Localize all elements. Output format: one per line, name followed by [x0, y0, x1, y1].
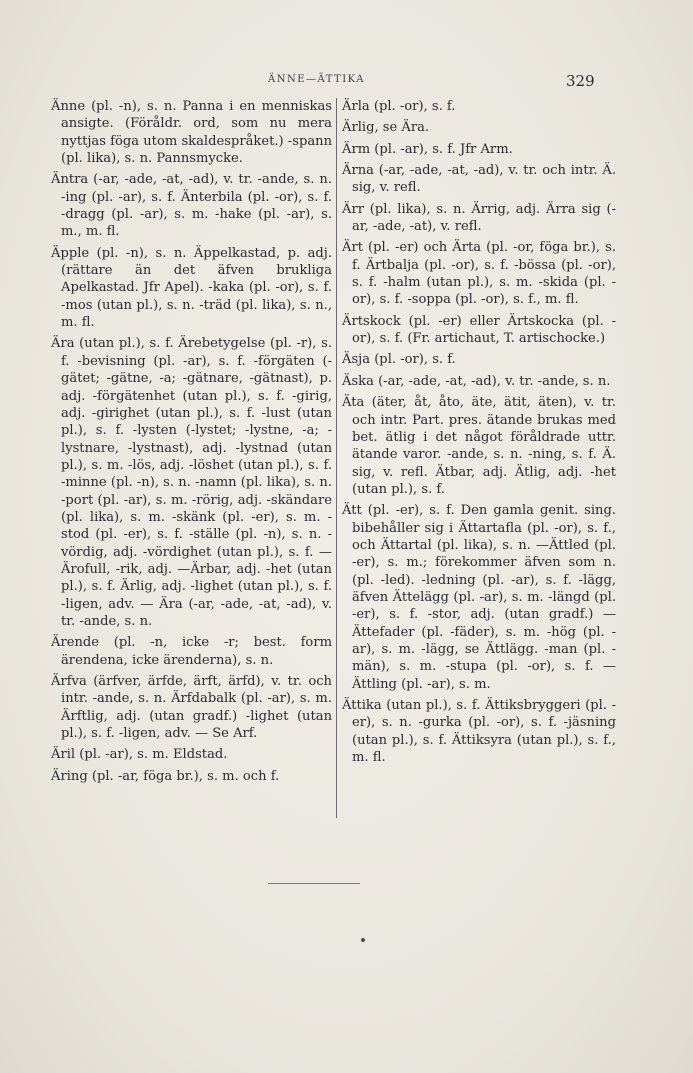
entry-asja: Äsja (pl. -or), s. f. — [342, 352, 456, 368]
paper-speck — [361, 938, 365, 942]
entry-art: Ärt (pl. -er) och Ärta (pl. -or, föga br.), s. f. Ärtbalja (pl. -or), s. f. -bössa (pl. -or), s. f. -halm (utan pl.), s. m. -skida (pl. -or), s. f. -soppa (pl. -or), s. f., m. fl. — [342, 240, 616, 308]
entry-arla: Ärla (pl. -or), s. f. — [342, 99, 456, 114]
entry-arende: Ärende (pl. -n, icke -r; best. form ärendena, icke ärenderna), s. n. — [51, 635, 332, 668]
entry-anne: Änne (pl. -n), s. n. Panna i en menniskas ansigte. (Föråldr. ord, som nu mera nyttjas föga utom skaldespråket.) -spann (pl. lika), s. n. Pannsmycke. — [51, 99, 332, 167]
entry-artskock: Ärtskock (pl. -er) eller Ärtskocka (pl. -or), s. f. (Fr. artichaut, T. artischocke.) — [342, 313, 616, 347]
running-head: ÄNNE—ÄTTIKA — [268, 74, 365, 85]
entry-arm: Ärm (pl. -ar), s. f. Jfr Arm. — [342, 141, 513, 157]
left-column — [51, 98, 332, 789]
entry-arfva: Ärfva (ärfver, ärfde, ärft, ärfd), v. tr. och intr. -ande, s. n. Ärfdabalk (pl. -ar), s. m. Ärftlig, adj. (utan gradf.) -lighet (utan pl.), s. f. -ligen, adv. — Se Arf. — [51, 674, 332, 742]
footer-rule — [268, 883, 360, 884]
entry-ara: Ära (utan pl.), s. f. Ärebetygelse (pl. -r), s. f. -bevisning (pl. -ar), s. f. -förgäten (-gätet; -gätne, -a; -gätnare, -gätnast), p. adj. -förgätenhet (utan pl.), s. f. -girig, adj. -girighet (utan pl.), s. f. -lust (utan pl.), s. f. -lysten (-lystet; -lystne, -a; -lystnare, -lystnast), adj. -lystnad (utan pl.), s. m. -lös, adj. -löshet (utan pl.), s. f. -minne (pl. -n), s. n. -namn (pl. lika), s. n. -port (pl. -ar), s. m. -rörig, adj. -skändare (pl. lika), s. m. -skänk (pl. -er), s. m. -stod (pl. -er), s. f. -ställe (pl. -n), s. n. -vördig, adj. -vördighet (utan pl.), s. f. —Ärofull, -rik, adj. —Ärbar, adj. -het (utan pl.), s. f. Ärlig, adj. -lighet (utan pl.), s. f. -ligen, adv. — Ära (-ar, -ade, -at, -ad), v. tr. -ande, s. n. — [51, 336, 332, 629]
entry-antra: Äntra (-ar, -ade, -at, -ad), v. tr. -ande, s. n. -ing (pl. -ar), s. f. Änterbila (pl. -or), s. f. -dragg (pl. -ar), s. m. -hake (pl. -ar), s. m., m. fl. — [51, 172, 332, 240]
entry-aska: Äska (-ar, -ade, -at, -ad), v. tr. -ande, s. n. — [342, 373, 611, 389]
entry-arlig: Ärlig, se Ära. — [342, 120, 430, 136]
column-divider — [336, 98, 337, 818]
entry-ata: Äta (äter, åt, åto, äte, ätit, äten), v. tr. och intr. Part. pres. ätande brukas med bet. ätlig i det något föråldrade uttr. ätande varor. -ande, s. n. -ning, s. f. Ä. sig, v. refl. Ätbar, adj. Ätlig, adj. -het (utan pl.), s. f. — [342, 395, 616, 497]
entry-att: Ätt (pl. -er), s. f. Den gamla genit. sing. bibehåller sig i Ättartafla (pl. -or), s. f., och Ättartal (pl. lika), s. n. —Ättled (pl. -er), s. m.; förekommer äfven som n. (pl. -led). -ledning (pl. -ar), s. f. -lägg, äfven Ättelägg (pl. -ar), s. m. -längd (pl. -er), s. f. -stor, adj. (utan gradf.) — Ättefader (pl. -fäder), s. m. -hög (pl. -ar), s. m. -lägg, se Ättlägg. -man (pl. -män), s. m. -stupa (pl. -or), s. f. — Ättling (pl. -ar), s. m. — [342, 503, 616, 692]
entry-apple: Äpple (pl. -n), s. n. Äppelkastad, p. adj. (rättare än det äfven brukliga Apelkastad. Jfr Apel). -kaka (pl. -or), s. f. -mos (utan pl.), s. n. -träd (pl. lika), s. n., m. fl. — [51, 245, 332, 331]
entry-aril: Äril (pl. -ar), s. m. Eldstad. — [51, 747, 228, 763]
entry-arr: Ärr (pl. lika), s. n. Ärrig, adj. Ärra sig (-ar, -ade, -at), v. refl. — [342, 201, 616, 235]
page-number: 329 — [566, 72, 595, 90]
entry-aring: Äring (pl. -ar, föga br.), s. m. och f. — [51, 768, 280, 784]
right-column — [342, 98, 616, 770]
entry-attika: Ättika (utan pl.), s. f. Ättiksbryggeri (pl. -er), s. n. -gurka (pl. -or), s. f. -jäsning (utan pl.), s. f. Ättiksyra (utan pl.), s. f., m. fl. — [342, 698, 616, 766]
entry-arna: Ärna (-ar, -ade, -at, -ad), v. tr. och intr. Ä. sig, v. refl. — [342, 163, 616, 196]
